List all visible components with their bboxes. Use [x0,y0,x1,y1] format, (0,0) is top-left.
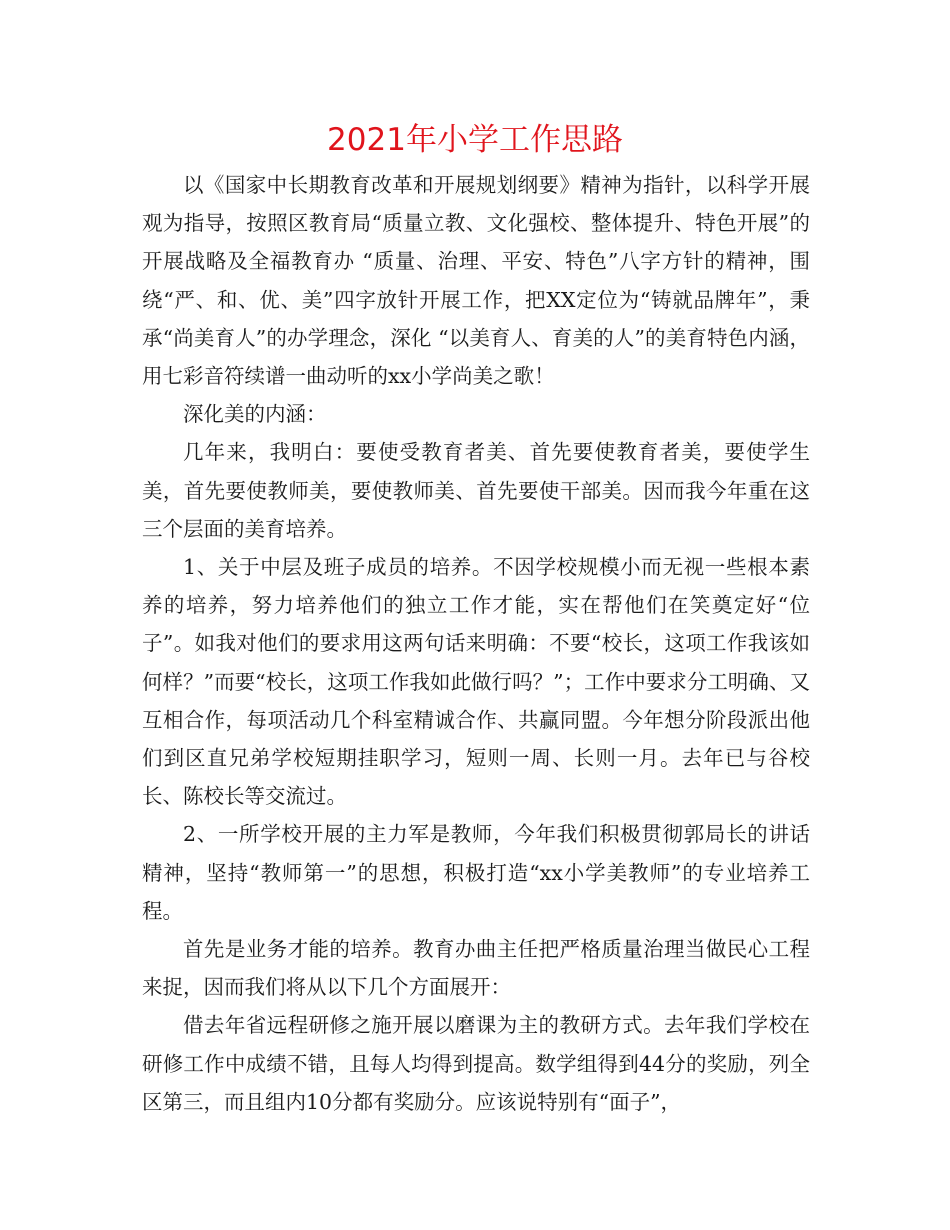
paragraph-point-2: 2、一所学校开展的主力军是教师，今年我们积极贯彻郭局长的讲话精神，坚持“教师第一”的思想，积极打造“xx小学美教师”的专业培养工程。 [142,822,810,923]
paragraph-point-1: 1、关于中层及班子成员的培养。不因学校规模小而无视一些根本素养的培养，努力培养他们的独立工作才能，实在帮他们在笑奠定好“位子”。如我对他们的要求用这两句话来明确：不要“校长，这项工作我该如何样？”而要“校长，这项工作我如此做行吗？”；工作中要求分工明确、又互相合作，每项活动几个科室精诚合作、共赢同盟。今年想分阶段派出他们到区直兄弟学校短期挂职学习，短则一周、长则一月。去年已与谷校长、陈校长等交流过。 [142,555,810,809]
paragraph-overview: 几年来，我明白：要使受教育者美、首先要使教育者美，要使学生美，首先要使教师美，要使教师美、首先要使干部美。因而我今年重在这三个层面的美育培养。 [142,440,810,541]
paragraph-skills: 首先是业务才能的培养。教育办曲主任把严格质量治理当做民心工程来捉，因而我们将从以下几个方面展开： [142,937,810,1000]
document-title: 2021年小学工作思路 [327,122,623,158]
paragraph-intro: 以《国家中长期教育改革和开展规划纲要》精神为指针，以科学开展观为指导，按照区教育局“质量立教、文化强校、整体提升、特色开展”的开展战略及全福教育办 “质量、治理、平安、特色”八字方针的精神，围绕“严、和、优、美”四字放针开展工作，把XX定位为“铸就品牌年”，秉承“尚美育人”的办学理念，深化 “以美育人、育美的人”的美育特色内涵，用七彩音符续谱一曲动听的xx小学尚美之歌！ [142,173,810,389]
document-body [142,166,810,1121]
paragraph-subheading: 深化美的内涵： [183,402,327,427]
paragraph-research: 借去年省远程研修之施开展以磨课为主的教研方式。去年我们学校在研修工作中成绩不错，且每人均得到提高。数学组得到44分的奖励，列全区第三，而且组内10分都有奖励分。应该说特别有“面子”， [142,1013,810,1114]
